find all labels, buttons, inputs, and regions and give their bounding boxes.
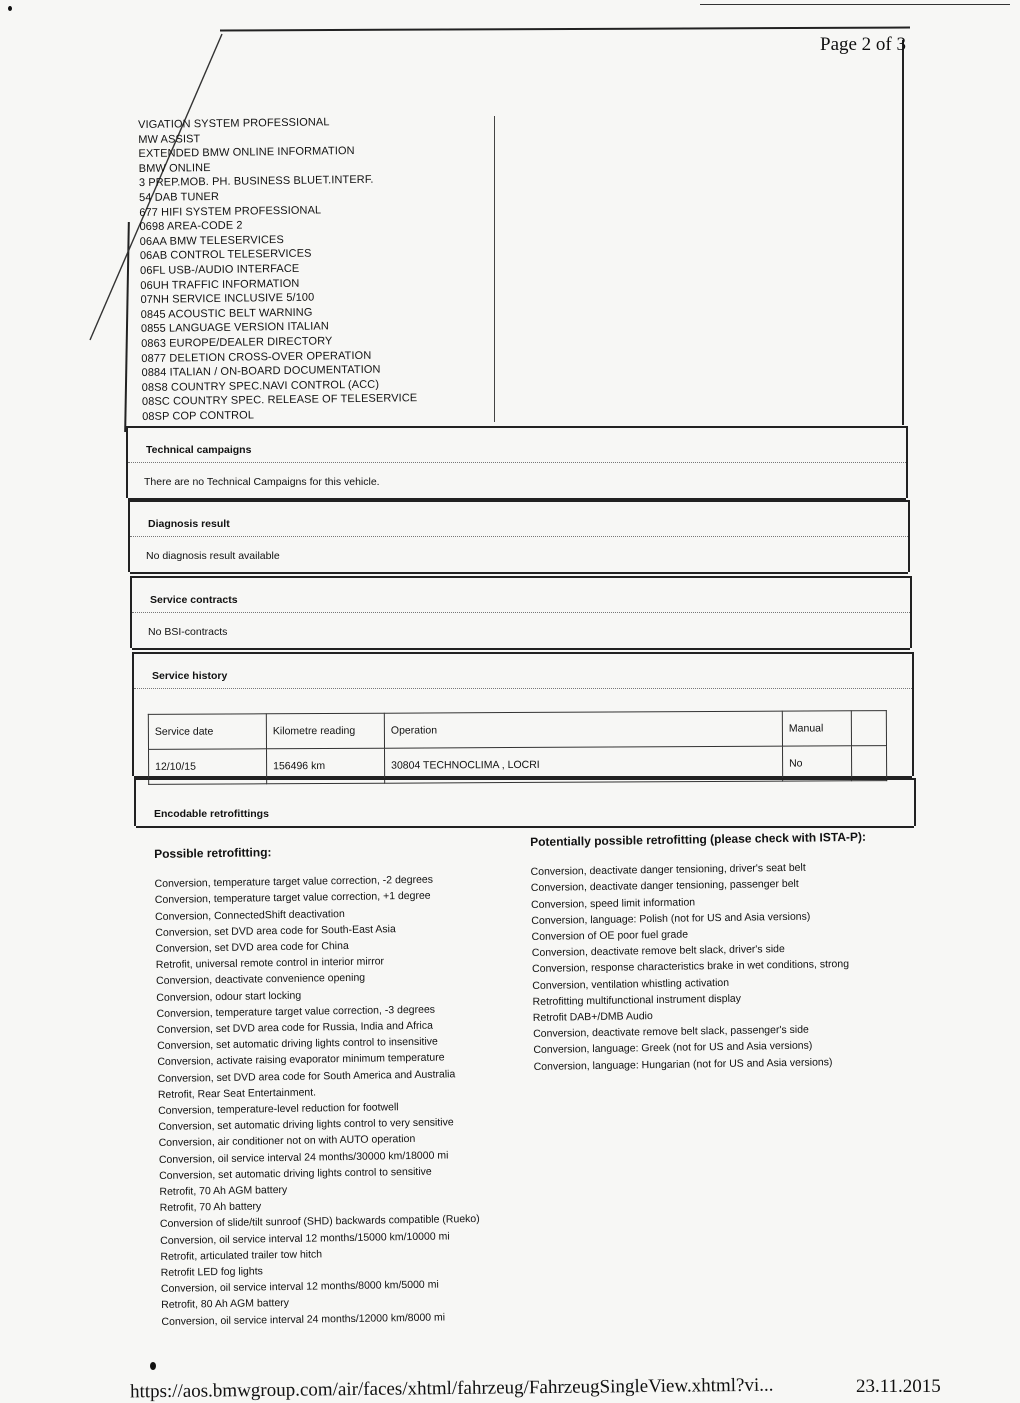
- section-heading: Service contracts: [150, 594, 238, 606]
- option-item: 677 HIFI SYSTEM PROFESSIONAL: [139, 204, 322, 219]
- list-item: Retrofit, articulated trailer tow hitch: [160, 1248, 323, 1263]
- list-item: Conversion, oil service interval 24 months/30000 km/18000 mi: [158, 1149, 449, 1166]
- option-item: EXTENDED BMW ONLINE INFORMATION: [138, 145, 355, 161]
- option-item: VIGATION SYSTEM PROFESSIONAL: [138, 116, 330, 131]
- list-item: Conversion, oil service interval 12 months/8000 km/5000 mi: [160, 1278, 439, 1296]
- option-item: 06AB CONTROL TELESERVICES: [139, 247, 312, 263]
- table-header-row: [148, 711, 886, 750]
- footer-url: https://aos.bmwgroup.com/air/faces/xhtml/fahrzeug/FahrzeugSingleView.xhtml?vi...: [129, 1374, 774, 1403]
- option-item: 54 DAB TUNER: [139, 190, 220, 204]
- option-item: 08SC COUNTRY SPEC. RELEASE OF TELESERVICE: [141, 392, 418, 409]
- option-item: 0855 LANGUAGE VERSION ITALIAN: [140, 320, 329, 336]
- diagnosis-section: [128, 500, 910, 572]
- list-item: Conversion, set DVD area code for South America and Australia: [157, 1067, 456, 1085]
- table-cell: 30804 TECHNOCLIMA , LOCRI: [385, 746, 783, 783]
- list-item: Conversion, set DVD area code for South-East Asia: [155, 923, 396, 939]
- option-item: 3 PREP.MOB. PH. BUSINESS BLUET.INTERF.: [138, 174, 374, 190]
- option-item: 0863 EUROPE/DEALER DIRECTORY: [141, 335, 333, 350]
- option-item: 06UH TRAFFIC INFORMATION: [140, 277, 300, 292]
- list-item: Retrofit, 80 Ah AGM battery: [161, 1297, 290, 1312]
- section-heading: Encodable retrofittings: [154, 808, 269, 820]
- list-item: Conversion, oil service interval 24 months/12000 km/8000 mi: [161, 1311, 446, 1328]
- list-item: Conversion, response characteristics brake in wet conditions, strong: [532, 958, 850, 976]
- list-title: Possible retrofitting:: [154, 845, 272, 861]
- list-item: Retrofit LED fog lights: [160, 1265, 263, 1280]
- list-item: Retrofitting multifunctional instrument display: [532, 992, 742, 1008]
- scan-edge-line: [700, 4, 1010, 5]
- column-header: Service date: [148, 714, 266, 750]
- list-item: Conversion, odour start locking: [156, 989, 302, 1004]
- option-item: 08S8 COUNTRY SPEC.NAVI CONTROL (ACC): [141, 378, 380, 394]
- list-item: Conversion, temperature target value correction, -2 degrees: [154, 873, 434, 891]
- list-item: Conversion, set automatic driving lights control to very sensitive: [158, 1116, 454, 1134]
- encodable-retrofittings-section: [134, 778, 916, 826]
- option-item: MW ASSIST: [138, 132, 201, 146]
- list-item: Conversion of slide/tilt sunroof (SHD) backwards compatible (Rueko): [159, 1213, 480, 1231]
- header-rule: [220, 26, 910, 31]
- list-item: Conversion, deactivate remove belt slack, passenger's side: [533, 1023, 809, 1041]
- list-item: Conversion, oil service interval 12 months/15000 km/10000 mi: [160, 1230, 450, 1247]
- list-item: Retrofit, universal remote control in interior mirror: [155, 955, 385, 972]
- column-header: Operation: [384, 711, 782, 748]
- table-cell: No: [782, 746, 851, 781]
- service-history-table: [148, 710, 887, 785]
- scan-speck: [150, 1362, 156, 1370]
- list-item: Conversion, language: Greek (not for US and Asia versions): [533, 1040, 813, 1057]
- list-item: Conversion, activate raising evaporator minimum temperature: [157, 1051, 445, 1069]
- list-item: Conversion, deactivate danger tensioning, driver's seat belt: [530, 861, 806, 879]
- column-header: Kilometre reading: [266, 713, 384, 749]
- option-item: BMW ONLINE: [138, 161, 211, 175]
- option-item: 0698 AREA-CODE 2: [139, 219, 243, 234]
- list-item: Conversion, set automatic driving lights control to insensitive: [157, 1035, 438, 1053]
- section-heading: Technical campaigns: [146, 444, 252, 456]
- footer-date: 23.11.2015: [856, 1376, 941, 1397]
- vehicle-options-list: [138, 114, 418, 424]
- technical-campaigns-section: [126, 426, 908, 498]
- list-item: Conversion, air conditioner not on with AUTO operation: [158, 1133, 416, 1150]
- list-item: Conversion, speed limit information: [531, 896, 696, 911]
- list-item: Conversion, temperature target value correction, +1 degree: [154, 890, 431, 907]
- list-item: Retrofit, Rear Seat Entertainment.: [157, 1086, 317, 1101]
- list-item: Conversion, set DVD area code for China: [155, 939, 349, 956]
- option-item: 06AA BMW TELESERVICES: [139, 233, 284, 248]
- option-item: 0884 ITALIAN / ON-BOARD DOCUMENTATION: [141, 363, 381, 380]
- option-item: 0845 ACOUSTIC BELT WARNING: [140, 306, 313, 321]
- list-item: Retrofit, 70 Ah battery: [159, 1200, 262, 1215]
- frame-right-border: [902, 40, 904, 425]
- options-column-divider: [494, 116, 495, 422]
- list-item: Conversion of OE poor fuel grade: [531, 928, 689, 944]
- list-item: Conversion, deactivate danger tensioning, passenger belt: [530, 878, 799, 895]
- scan-speck: [8, 6, 12, 11]
- table-cell: 12/10/15: [149, 749, 267, 785]
- option-item: 07NH SERVICE INCLUSIVE 5/100: [140, 291, 315, 307]
- list-item: Conversion, ConnectedShift deactivation: [155, 907, 345, 923]
- list-item: Conversion, language: Polish (not for US and Asia versions): [531, 910, 811, 927]
- list-item: Conversion, temperature target value correction, -3 degrees: [156, 1003, 436, 1020]
- list-item: Retrofit, 70 Ah AGM battery: [159, 1184, 288, 1199]
- possible-retrofitting-list: [154, 841, 481, 1330]
- page-number: Page 2 of 3: [820, 34, 907, 55]
- list-item: Conversion, set automatic driving lights control to sensitive: [159, 1165, 432, 1182]
- service-contracts-section: [130, 576, 912, 648]
- option-item: 08SP COP CONTROL: [142, 409, 255, 423]
- table-cell: 156496 km: [267, 748, 385, 784]
- potential-retrofitting-list: [530, 829, 870, 1075]
- list-item: Conversion, language: Hungarian (not for US and Asia versions): [533, 1055, 833, 1073]
- list-item: Conversion, set DVD area code for Russia, India and Africa: [156, 1019, 434, 1037]
- section-text: No diagnosis result available: [146, 550, 280, 562]
- list-item: Conversion, deactivate remove belt slack, driver's side: [531, 943, 785, 960]
- list-item: Retrofit DAB+/DMB Audio: [532, 1010, 653, 1025]
- list-item: Conversion, ventilation whistling activation: [532, 976, 730, 992]
- list-item: Conversion, deactivate convenience opening: [156, 972, 366, 988]
- option-item: 0877 DELETION CROSS-OVER OPERATION: [141, 349, 372, 365]
- section-text: No BSI-contracts: [148, 626, 228, 638]
- section-heading: Service history: [152, 670, 228, 682]
- section-heading: Diagnosis result: [148, 518, 230, 530]
- list-item: Conversion, temperature-level reduction for footwell: [158, 1101, 399, 1118]
- option-item: 06FL USB-/AUDIO INTERFACE: [140, 262, 300, 277]
- list-title: Potentially possible retrofitting (please check with ISTA-P):: [530, 829, 867, 849]
- section-text: There are no Technical Campaigns for this vehicle.: [144, 476, 380, 488]
- column-header: Manual: [782, 711, 851, 746]
